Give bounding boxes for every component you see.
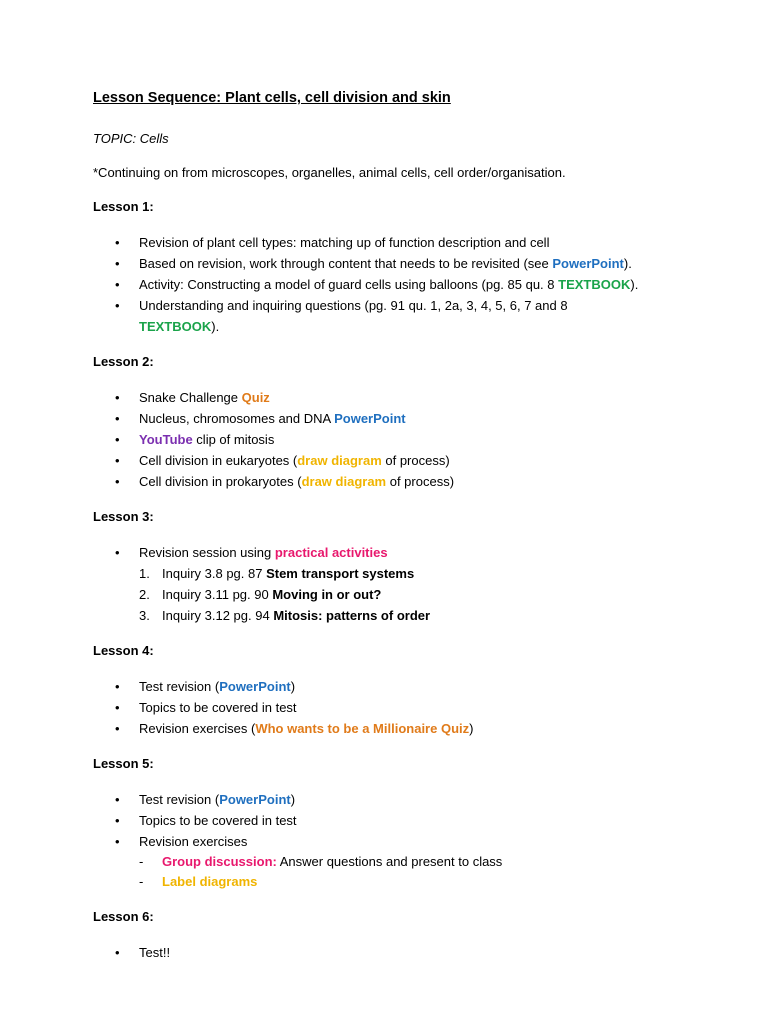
item-number: 3. xyxy=(139,608,150,623)
draw-diagram-ref: draw diagram xyxy=(297,453,382,468)
dash-marker: - xyxy=(139,874,144,889)
lesson-1-list xyxy=(93,232,733,337)
list-item xyxy=(93,605,733,626)
item-text: Snake Challenge xyxy=(139,390,242,405)
lesson-6-list xyxy=(93,942,733,963)
lesson-6-heading: Lesson 6: xyxy=(93,909,154,924)
lesson-5-heading: Lesson 5: xyxy=(93,756,154,771)
lesson-3-sublist xyxy=(93,563,733,626)
list-item xyxy=(93,408,733,429)
item-text: ) xyxy=(290,679,296,694)
powerpoint-link[interactable]: PowerPoint xyxy=(219,679,291,694)
list-item xyxy=(93,542,733,626)
item-text: Inquiry 3.12 pg. 94 xyxy=(162,608,274,623)
lesson-2-heading: Lesson 2: xyxy=(93,354,154,369)
item-text: Topics to be covered in test xyxy=(139,813,297,828)
dash-marker: - xyxy=(139,854,144,869)
list-item xyxy=(93,253,733,274)
document-title: Lesson Sequence: Plant cells, cell division and skin xyxy=(93,90,451,106)
bullet-icon: • xyxy=(115,474,120,489)
item-text: ) xyxy=(469,721,474,736)
item-text: Nucleus, chromosomes and DNA xyxy=(139,411,335,426)
item-text: of process) xyxy=(381,453,450,468)
textbook-ref: TEXTBOOK xyxy=(139,319,212,334)
list-item xyxy=(93,810,733,831)
powerpoint-link[interactable]: PowerPoint xyxy=(219,792,291,807)
list-item xyxy=(93,789,733,810)
item-text: Revision exercises xyxy=(139,834,248,849)
item-text: ) xyxy=(290,792,296,807)
list-item xyxy=(93,872,733,892)
practical-activities-ref: practical activities xyxy=(274,545,388,560)
bullet-icon: • xyxy=(115,792,120,807)
bullet-icon: • xyxy=(115,721,120,736)
list-item xyxy=(93,831,733,892)
bullet-icon: • xyxy=(115,298,120,313)
inquiry-title: Stem transport systems xyxy=(266,566,415,581)
item-text: Inquiry 3.8 pg. 87 xyxy=(162,566,267,581)
list-item xyxy=(93,387,733,408)
list-item xyxy=(93,676,733,697)
item-text: Activity: Constructing a model of guard cells using balloons (pg. 85 qu. 8 xyxy=(139,277,559,292)
lesson-4-list xyxy=(93,676,733,739)
item-text: Answer questions and present to class xyxy=(276,854,503,869)
list-item xyxy=(93,429,733,450)
document-body xyxy=(93,88,733,979)
bullet-icon: • xyxy=(115,945,120,960)
item-number: 2. xyxy=(139,587,150,602)
item-text: Test revision ( xyxy=(139,792,220,807)
quiz-link[interactable]: Quiz xyxy=(241,390,270,405)
list-item xyxy=(93,852,733,872)
item-text: Topics to be covered in test xyxy=(139,700,297,715)
bullet-icon: • xyxy=(115,679,120,694)
bullet-icon: • xyxy=(115,453,120,468)
item-text: Based on revision, work through content that needs to be revisited (see xyxy=(139,256,553,271)
bullet-icon: • xyxy=(115,411,120,426)
lesson-3-list xyxy=(93,542,733,626)
bullet-icon: • xyxy=(115,813,120,828)
inquiry-title: Mitosis: patterns of order xyxy=(273,608,431,623)
youtube-link[interactable]: YouTube xyxy=(139,432,193,447)
list-item xyxy=(93,274,733,295)
list-item xyxy=(93,471,733,492)
topic-line: TOPIC: Cells xyxy=(93,131,169,146)
lesson-1-heading: Lesson 1: xyxy=(93,199,154,214)
list-item xyxy=(93,697,733,718)
draw-diagram-ref: draw diagram xyxy=(301,474,387,489)
bullet-icon: • xyxy=(115,545,120,560)
lesson-4-heading: Lesson 4: xyxy=(93,643,154,658)
list-item xyxy=(93,295,733,337)
lesson-2-list xyxy=(93,387,733,492)
powerpoint-link[interactable]: PowerPoint xyxy=(334,411,406,426)
lesson-5-list xyxy=(93,789,733,892)
list-item xyxy=(93,584,733,605)
item-text: of process) xyxy=(386,474,455,489)
bullet-icon: • xyxy=(115,235,120,250)
millionaire-quiz-link[interactable]: Who wants to be a Millionaire Quiz xyxy=(255,721,470,736)
bullet-icon: • xyxy=(115,277,120,292)
label-diagrams-ref: Label diagrams xyxy=(162,874,258,889)
item-text: Revision of plant cell types: matching up of function description and cell xyxy=(139,235,550,250)
list-item xyxy=(93,450,733,471)
item-text: Understanding and inquiring questions (pg. 91 qu. 1, 2a, 3, 4, 5, 6, 7 and 8 xyxy=(139,298,568,313)
powerpoint-link[interactable]: PowerPoint xyxy=(552,256,624,271)
item-text: ). xyxy=(211,319,220,334)
list-item xyxy=(93,942,733,963)
intro-note: *Continuing on from microscopes, organelles, animal cells, cell order/organisation. xyxy=(93,165,566,180)
item-text: Revision exercises ( xyxy=(139,721,256,736)
list-item xyxy=(93,563,733,584)
bullet-icon: • xyxy=(115,700,120,715)
bullet-icon: • xyxy=(115,834,120,849)
list-item xyxy=(93,718,733,739)
item-text: Test!! xyxy=(139,945,171,960)
lesson-3-heading: Lesson 3: xyxy=(93,509,154,524)
inquiry-title: Moving in or out? xyxy=(272,587,382,602)
lesson-5-sublist xyxy=(93,852,733,892)
item-text: clip of mitosis xyxy=(192,432,275,447)
item-text: Test revision ( xyxy=(139,679,220,694)
list-item xyxy=(93,232,733,253)
item-text: ). xyxy=(630,277,639,292)
bullet-icon: • xyxy=(115,432,120,447)
item-text: ). xyxy=(623,256,632,271)
textbook-ref: TEXTBOOK xyxy=(558,277,631,292)
bullet-icon: • xyxy=(115,256,120,271)
item-text: Cell division in eukaryotes ( xyxy=(139,453,298,468)
item-text: Inquiry 3.11 pg. 90 xyxy=(162,587,273,602)
item-number: 1. xyxy=(139,566,150,581)
item-text: Cell division in prokaryotes ( xyxy=(139,474,302,489)
group-discussion-ref: Group discussion: xyxy=(162,854,277,869)
bullet-icon: • xyxy=(115,390,120,405)
item-text: Revision session using xyxy=(139,545,275,560)
